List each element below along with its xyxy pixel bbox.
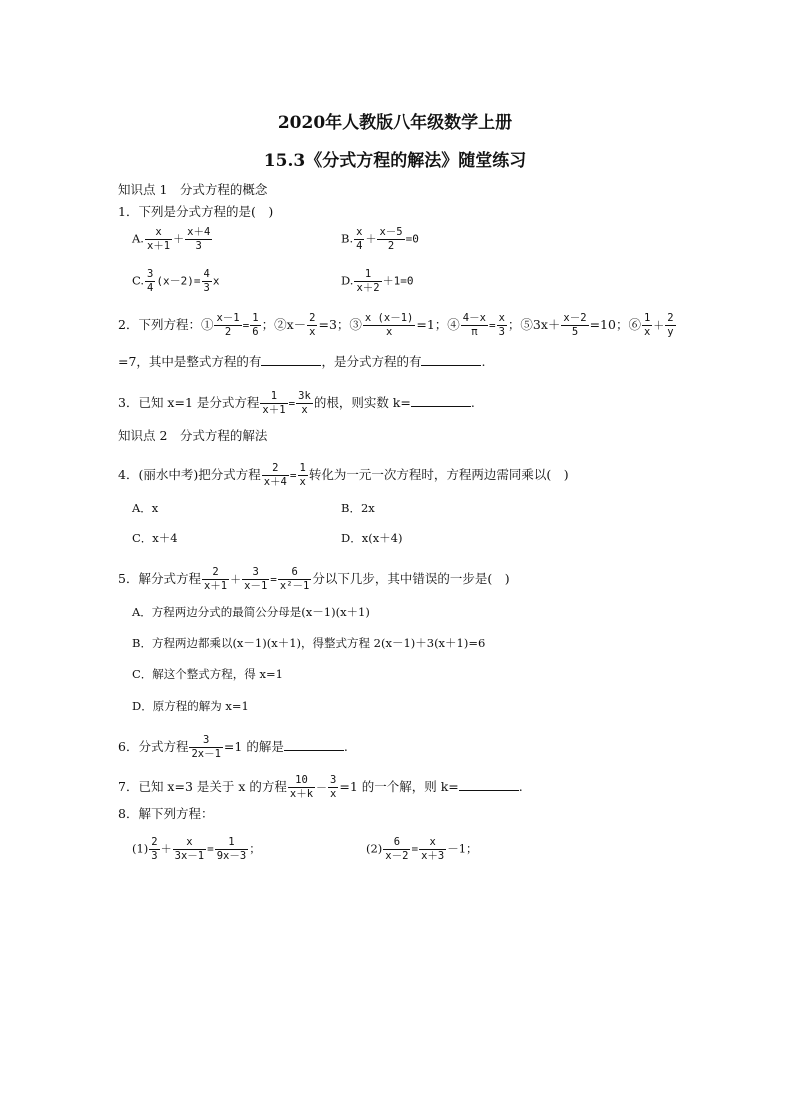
- answer-blank: [411, 396, 471, 407]
- denominator: y: [667, 326, 674, 338]
- numerator: 3: [147, 268, 154, 280]
- denominator: x＋2: [356, 282, 380, 294]
- answer-blank: [421, 355, 481, 366]
- text-run: D.: [341, 273, 354, 288]
- question-2-line-2: [118, 354, 485, 370]
- question-4-option-d: D．x(x＋4): [341, 531, 403, 545]
- text-run: ；②x－: [261, 317, 307, 332]
- text-run: 6．分式方程: [118, 739, 189, 754]
- text-run: (1): [132, 841, 149, 856]
- fraction: [202, 268, 212, 295]
- fraction: [145, 268, 155, 295]
- knowledge-point-1-heading: 知识点 1 分式方程的概念: [118, 182, 268, 197]
- numerator: x－2: [563, 312, 587, 324]
- denominator: x－2: [385, 850, 409, 862]
- fraction: [145, 226, 172, 253]
- question-3: [118, 390, 475, 417]
- question-6: [118, 734, 348, 761]
- denominator: 2: [224, 326, 232, 338]
- fraction: [278, 566, 311, 593]
- denominator: 3x－1: [174, 850, 205, 862]
- numerator: 4－x: [462, 312, 486, 324]
- question-7: [118, 774, 523, 801]
- text-run: =3；③: [318, 317, 362, 332]
- text-run: －: [316, 781, 328, 794]
- numerator: 1: [643, 312, 651, 324]
- question-1-stem: 1．下列是分式方程的是( ): [118, 204, 274, 219]
- answer-blank: [459, 780, 519, 791]
- text-run: =10；⑥: [589, 317, 641, 332]
- fraction: [642, 312, 652, 339]
- denominator: 2: [387, 240, 395, 252]
- fraction: [419, 836, 446, 863]
- denominator: x: [299, 476, 306, 488]
- text-run: ＋: [173, 232, 185, 246]
- numerator: 3k: [298, 390, 311, 402]
- denominator: x＋3: [421, 850, 445, 862]
- fraction: [377, 226, 404, 253]
- text-run: 4．(丽水中考)把分式方程: [118, 467, 261, 482]
- text-run: (2): [366, 841, 383, 856]
- denominator: x: [330, 788, 337, 800]
- fraction: [185, 226, 212, 253]
- text-run: =1 的一个解，则 k=: [339, 779, 459, 794]
- question-4-stem: [118, 462, 569, 489]
- denominator: 3: [203, 282, 210, 294]
- text-run: ＋: [653, 319, 665, 332]
- text-run: 5．解分式方程: [118, 571, 201, 586]
- text-run: ＋: [230, 573, 242, 586]
- fraction: [363, 312, 415, 339]
- fraction: [328, 774, 338, 801]
- question-1-option-c: [132, 268, 219, 295]
- text-run: 的根，则实数 k=: [313, 395, 411, 410]
- fraction: [298, 462, 308, 489]
- numerator: 2: [667, 312, 674, 324]
- text-run: =: [288, 397, 296, 410]
- answer-blank: [261, 355, 321, 366]
- text-run: =: [242, 319, 250, 332]
- denominator: 5: [571, 326, 579, 338]
- fraction: [665, 312, 675, 339]
- text-run: .: [470, 395, 475, 410]
- question-4-option-b: B．2x: [341, 501, 375, 515]
- numerator: 3: [242, 566, 269, 580]
- denominator: x²－1: [279, 580, 310, 592]
- worksheet-title: 2020年人教版八年级数学上册: [277, 113, 513, 133]
- numerator: 1: [215, 836, 248, 850]
- text-run: =: [411, 842, 419, 856]
- numerator: 4: [203, 268, 210, 280]
- text-run: ＋: [160, 842, 172, 856]
- fraction: [189, 734, 222, 761]
- fraction: [354, 268, 381, 295]
- numerator: x: [498, 312, 505, 324]
- knowledge-point-2-heading: 知识点 2 分式方程的解法: [118, 428, 268, 443]
- fraction: [354, 226, 364, 253]
- numerator: 1: [252, 312, 259, 324]
- text-run: 分以下几步，其中错误的一步是( ): [312, 571, 510, 586]
- text-run: ；: [249, 841, 261, 856]
- text-run: =7，其中是整式方程的有: [118, 354, 262, 369]
- text-run: =: [289, 469, 297, 482]
- text-run: －1；: [447, 841, 478, 856]
- text-run: .: [518, 779, 523, 794]
- denominator: 6: [252, 326, 259, 338]
- numerator: x－5: [379, 226, 403, 238]
- question-1-option-a: [132, 226, 213, 253]
- text-run: =: [207, 842, 214, 856]
- denominator: 4: [147, 282, 154, 294]
- text-run: x: [212, 274, 220, 288]
- question-8-part-2: [366, 836, 478, 863]
- text-run: B.: [341, 231, 354, 246]
- denominator: π: [471, 326, 478, 338]
- text-run: 转化为一元一次方程时，方程两边需同乘以( ): [308, 467, 569, 482]
- fraction: [296, 390, 313, 417]
- fraction: [262, 462, 289, 489]
- fraction: [497, 312, 507, 339]
- fraction: [149, 836, 159, 863]
- fraction: [260, 390, 287, 417]
- question-4-option-a: A．x: [132, 501, 159, 515]
- text-run: ；⑤3x＋: [507, 317, 561, 332]
- question-8-stem: 8．解下列方程：: [118, 806, 214, 821]
- fraction: [461, 312, 488, 339]
- fraction: [307, 312, 317, 339]
- numerator: x: [173, 836, 206, 850]
- question-1-option-d: [341, 268, 414, 295]
- numerator: 10: [288, 774, 315, 788]
- denominator: x: [309, 326, 316, 338]
- text-run: (x－2)=: [156, 274, 201, 288]
- text-run: =1 的解是: [223, 739, 284, 754]
- denominator: x＋1: [146, 240, 171, 252]
- denominator: x＋1: [203, 580, 228, 592]
- denominator: 3: [195, 240, 202, 252]
- denominator: x＋4: [263, 476, 287, 488]
- text-run: ，是分式方程的有: [321, 354, 422, 369]
- denominator: 3: [151, 850, 158, 862]
- denominator: 9x－3: [216, 850, 247, 862]
- denominator: x: [385, 326, 393, 338]
- text-run: =1；④: [416, 317, 460, 332]
- text-run: A.: [132, 231, 144, 246]
- numerator: x: [356, 226, 363, 238]
- answer-blank: [284, 740, 344, 751]
- numerator: 6: [278, 566, 311, 580]
- text-run: =0: [405, 232, 419, 246]
- question-4-option-c: C．x＋4: [132, 531, 178, 545]
- fraction: [215, 836, 248, 863]
- numerator: 2: [309, 312, 316, 324]
- denominator: x＋k: [289, 788, 314, 800]
- question-5-option-c: C．解这个整式方程，得 x=1: [132, 667, 283, 681]
- text-run: 2．下列方程：①: [118, 317, 214, 332]
- numerator: 2: [151, 836, 158, 848]
- fraction: [202, 566, 229, 593]
- numerator: x＋4: [187, 226, 211, 238]
- fraction: [242, 566, 269, 593]
- question-5-option-b: B．方程两边都乘以(x－1)(x＋1)，得整式方程 2(x－1)＋3(x＋1)=6: [132, 636, 486, 650]
- question-8-part-1: [132, 836, 261, 863]
- fraction: [383, 836, 410, 863]
- numerator: 1: [299, 462, 306, 474]
- numerator: 1: [354, 268, 381, 282]
- denominator: x: [301, 404, 308, 416]
- question-5-stem: [118, 566, 510, 593]
- denominator: 2x－1: [191, 748, 221, 760]
- fraction: [288, 774, 315, 801]
- worksheet-subtitle: 15.3《分式方程的解法》随堂练习: [263, 151, 527, 171]
- numerator: x (x－1): [364, 312, 414, 324]
- denominator: 3: [498, 326, 505, 338]
- fraction: [250, 312, 260, 339]
- numerator: 6: [383, 836, 410, 850]
- question-2-line-1: [118, 312, 677, 339]
- numerator: 2: [202, 566, 229, 580]
- text-run: .: [481, 354, 486, 369]
- numerator: 1: [260, 390, 287, 404]
- denominator: 4: [356, 240, 363, 252]
- fraction: [173, 836, 206, 863]
- denominator: x－1: [244, 580, 268, 592]
- text-run: ＋: [365, 232, 377, 246]
- numerator: x: [419, 836, 446, 850]
- text-run: =: [270, 573, 277, 586]
- numerator: x: [145, 226, 172, 240]
- text-run: ＋1=0: [382, 274, 414, 288]
- numerator: 2: [262, 462, 289, 476]
- text-run: =: [488, 319, 496, 332]
- question-5-option-a: A．方程两边分式的最简公分母是(x－1)(x＋1): [132, 605, 370, 619]
- question-1-option-b: [341, 226, 419, 253]
- text-run: C.: [132, 273, 145, 288]
- text-run: 3．已知 x=1 是分式方程: [118, 395, 260, 410]
- numerator: 3: [189, 734, 222, 748]
- fraction: [561, 312, 588, 339]
- fraction: [214, 312, 241, 339]
- numerator: x－1: [216, 312, 240, 324]
- denominator: x: [643, 326, 651, 338]
- denominator: x＋1: [262, 404, 286, 416]
- question-5-option-d: D．原方程的解为 x=1: [132, 699, 249, 713]
- text-run: .: [343, 739, 348, 754]
- text-run: 7．已知 x=3 是关于 x 的方程: [118, 779, 287, 794]
- numerator: 3: [330, 774, 337, 786]
